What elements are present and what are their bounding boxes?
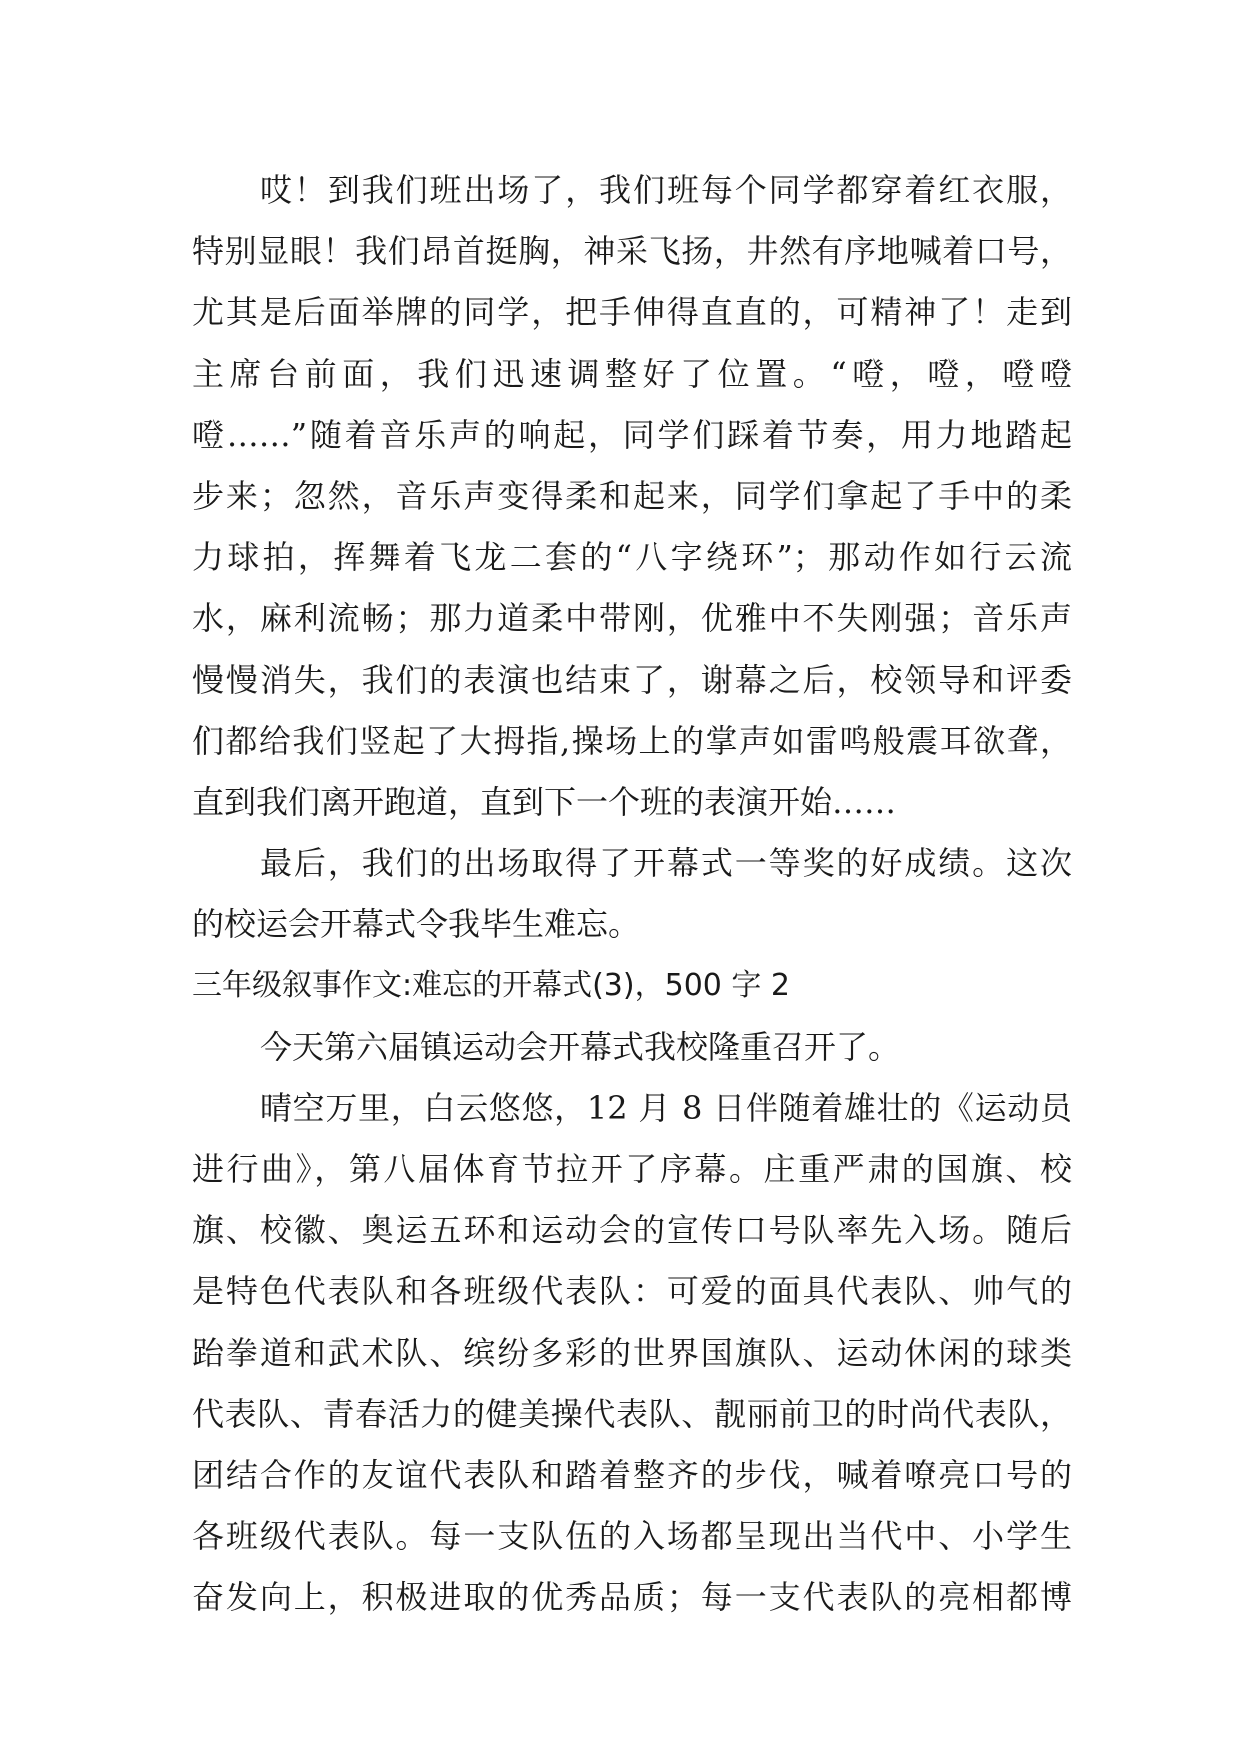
text-line: 力球拍，挥舞着飞龙二套的“八字绕环”；那动作如行云流 [192,538,1072,577]
paragraph-1 [192,160,1072,833]
text-line: 晴空万里，白云悠悠，12 月 8 日伴随着雄壮的《运动员 [260,1088,1072,1127]
text-line: 是特色代表队和各班级代表队：可爱的面具代表队、帅气的 [192,1272,1072,1311]
text-line: 们都给我们竖起了大拇指,操场上的掌声如雷鸣般震耳欲聋， [192,721,1072,760]
text-line: 尤其是后面举牌的同学，把手伸得直直的，可精神了！走到 [192,293,1072,332]
text-line: 今天第六届镇运动会开幕式我校隆重召开了。 [260,1027,901,1066]
paragraph-3 [192,1017,1072,1078]
text-line: 最后，我们的出场取得了开幕式一等奖的好成绩。这次 [260,844,1072,883]
paragraph-2 [192,833,1072,955]
text-line: 水，麻利流畅；那力道柔中带刚，优雅中不失刚强；音乐声 [192,599,1072,638]
text-line: 代表队、青春活力的健美操代表队、靓丽前卫的时尚代表队， [192,1394,1072,1433]
text-line: 直到我们离开跑道，直到下一个班的表演开始…… [192,782,897,821]
section-heading: 三年级叙事作文:难忘的开幕式(3)，500 字 2 [192,968,791,1004]
text-line: 跆拳道和武术队、缤纷多彩的世界国旗队、运动休闲的球类 [192,1333,1072,1372]
paragraph-4 [192,1078,1072,1629]
text-line: 哎！到我们班出场了，我们班每个同学都穿着红衣服， [260,171,1072,209]
text-line: 慢慢消失，我们的表演也结束了，谢幕之后，校领导和评委 [192,660,1072,699]
text-line: 进行曲》，第八届体育节拉开了序幕。庄重严肃的国旗、校 [192,1150,1072,1188]
document-body [192,160,1072,1629]
text-line: 噔……”随着音乐声的响起，同学们踩着节奏，用力地踏起 [192,415,1072,454]
text-line: 的校运会开幕式令我毕生难忘。 [192,905,641,944]
text-line: 奋发向上，积极进取的优秀品质；每一支代表队的亮相都博 [192,1578,1072,1617]
text-line: 主席台前面，我们迅速调整好了位置。“噔，噔，噔噔 [192,354,1072,393]
text-line: 团结合作的友谊代表队和踏着整齐的步伐，喊着嘹亮口号的 [192,1455,1072,1494]
text-line: 各班级代表队。每一支队伍的入场都呈现出当代中、小学生 [192,1517,1072,1556]
text-line: 特别显眼！我们昂首挺胸，神采飞扬，井然有序地喊着口号， [192,232,1072,271]
text-line: 步来；忽然，音乐声变得柔和起来，同学们拿起了手中的柔 [192,476,1072,515]
text-line: 旗、校徽、奥运五环和运动会的宣传口号队率先入场。随后 [192,1211,1072,1250]
